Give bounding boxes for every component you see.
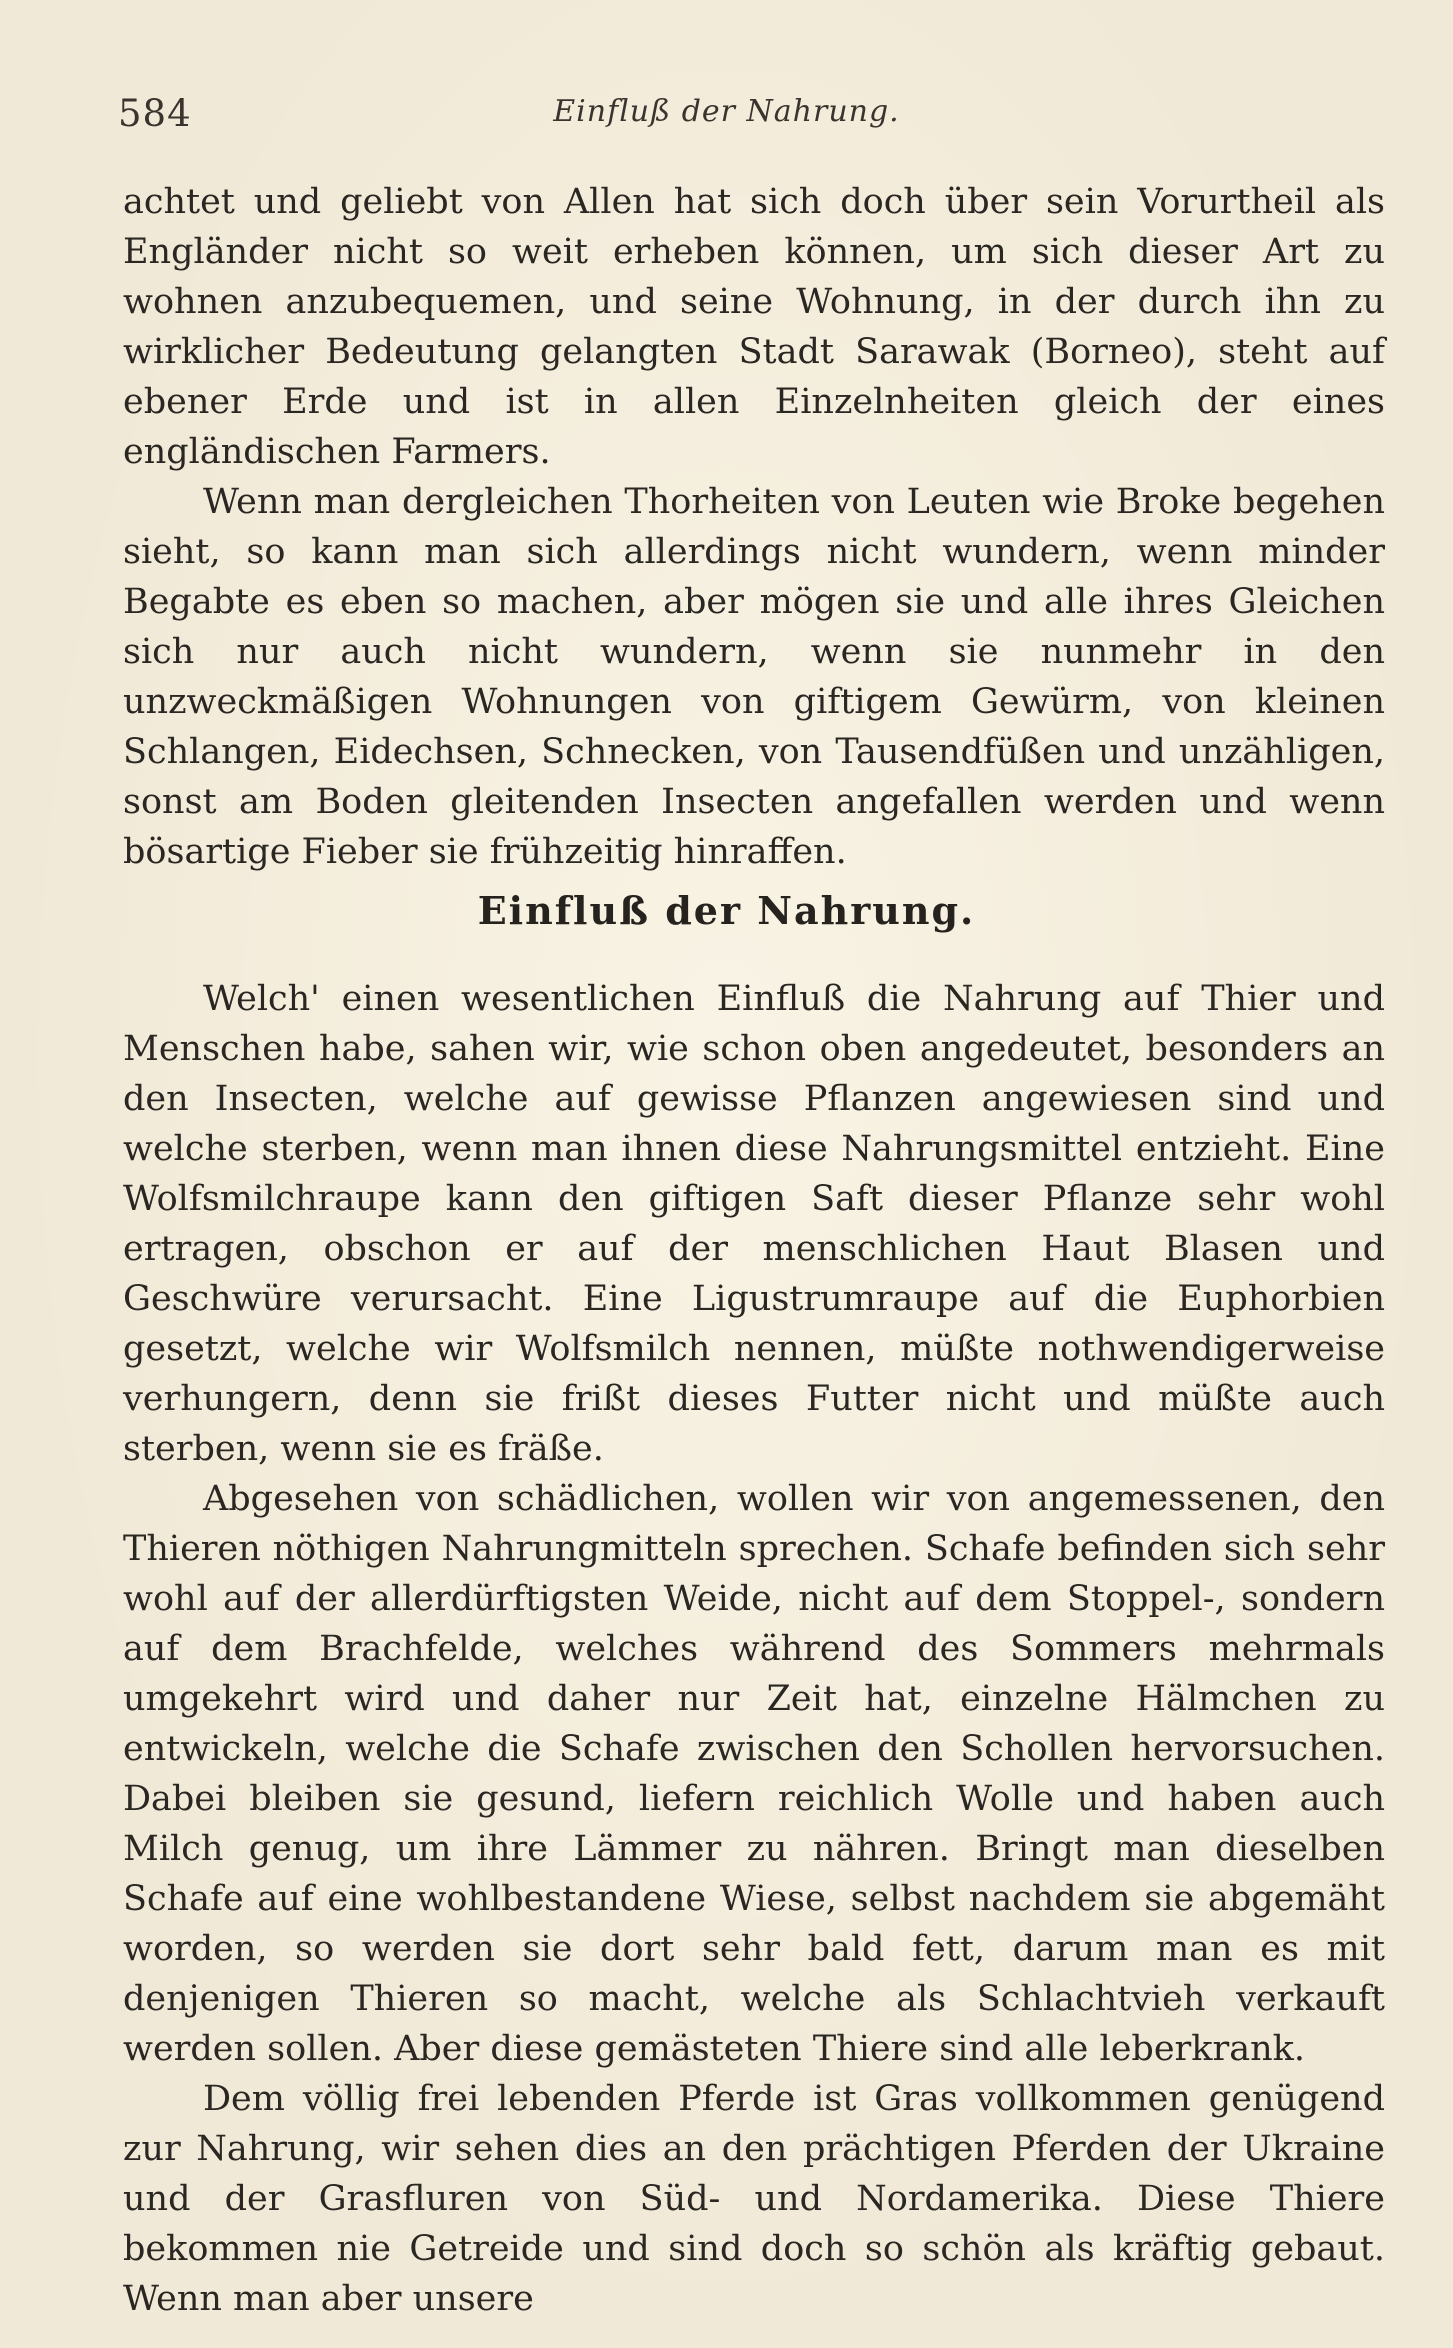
running-title: Einfluß der Nahrung.: [553, 94, 900, 129]
paragraph: Wenn man dergleichen Thorheiten von Leuten wie Broke begehen sieht, so kann man sich allerdings nicht wundern, wenn minder Begabte es eben so machen, aber mögen sie und alle ihres Gleichen sich nur auch nicht wundern, wenn sie nunmehr in den unzweckmäßigen Wohnungen von giftigem Gewürm, von kleinen Schlangen, Eidechsen, Schnecken, von Tausendfüßen und unzähligen, sonst am Boden gleitenden Insecten angefallen werden und wenn bösartige Fieber sie frühzeitig hinraffen.: [123, 482, 1385, 872]
paragraph-continued: achtet und geliebt von Allen hat sich doch über sein Vorurtheil als Engländer nicht so weit erheben können, um sich dieser Art zu wohnen anzubequemen, und seine Wohnung, in der durch ihn zu wirklicher Bedeutung gelangten Stadt Sarawak (Borneo), steht auf ebener Erde und ist in allen Einzelnheiten gleich der eines engländischen Farmers.: [123, 182, 1385, 472]
text-block-1: [123, 177, 1385, 877]
text-block-2: [123, 974, 1385, 2324]
paragraph: Abgesehen von schädlichen, wollen wir von angemessenen, den Thieren nöthigen Nahrungmitteln sprechen. Schafe befinden sich sehr wohl auf der allerdürftigsten Weide, nicht auf dem Stoppel-, sondern auf dem Brachfelde, welches während des Sommers mehrmals umgekehrt wird und daher nur Zeit hat, einzelne Hälmchen zu entwickeln, welche die Schafe zwischen den Schollen hervorsuchen. Dabei bleiben sie gesund, liefern reichlich Wolle und haben auch Milch genug, um ihre Lämmer zu nähren. Bringt man dieselben Schafe auf eine wohlbestandene Wiese, selbst nachdem sie abgemäht worden, so werden sie dort sehr bald fett, darum man es mit denjenigen Thieren so macht, welche als Schlachtvieh verkauft werden sollen. Aber diese gemästeten Thiere sind alle leberkrank.: [123, 1479, 1385, 2069]
paragraph: Welch' einen wesentlichen Einfluß die Nahrung auf Thier und Menschen habe, sahen wir, wie schon oben angedeutet, besonders an den Insecten, welche auf gewisse Pflanzen angewiesen sind und welche sterben, wenn man ihnen diese Nahrungsmittel entzieht. Eine Wolfsmilchraupe kann den giftigen Saft dieser Pflanze sehr wohl ertragen, obschon er auf der menschlichen Haut Blasen und Geschwüre verursacht. Eine Ligustrumraupe auf die Euphorbien gesetzt, welche wir Wolfsmilch nennen, müßte nothwendigerweise verhungern, denn sie frißt dieses Futter nicht und müßte auch sterben, wenn sie es fräße.: [123, 979, 1385, 1469]
section-heading: Einfluß der Nahrung.: [477, 888, 976, 933]
page-number: 584: [118, 92, 192, 135]
paragraph: Dem völlig frei lebenden Pferde ist Gras vollkommen genügend zur Nahrung, wir sehen dies an den prächtigen Pferden der Ukraine und der Grasfluren von Süd- und Nordamerika. Diese Thiere bekommen nie Getreide und sind doch so schön als kräftig gebaut. Wenn man aber unsere: [123, 2079, 1385, 2319]
